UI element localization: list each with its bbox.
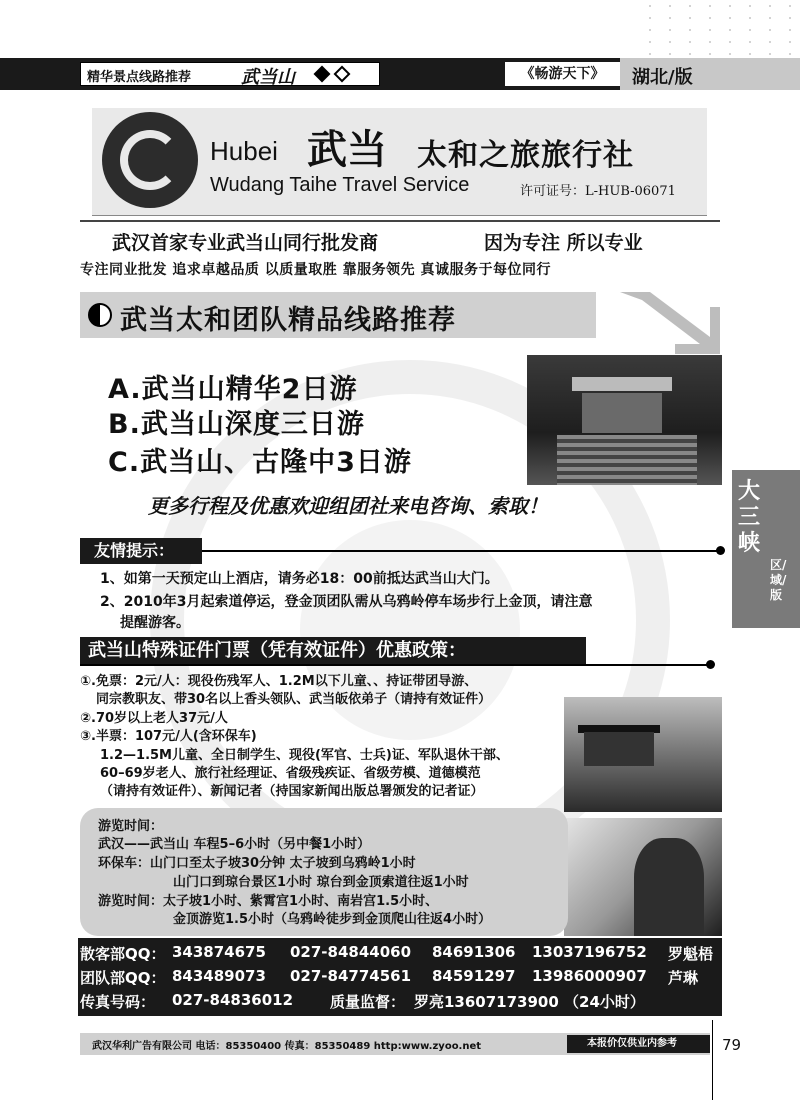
region-side-tab bbox=[732, 470, 800, 628]
arrow-down-right-icon bbox=[620, 292, 720, 354]
edition-tag bbox=[620, 58, 800, 90]
contact-label: 散客部QQ： bbox=[80, 945, 166, 963]
contact-block bbox=[78, 938, 722, 1016]
tour-time-line: 环保车：山门口至太子坡30分钟 太子坡到乌鸦岭1小时 bbox=[98, 856, 416, 871]
footer-note: 本报价仅供业内参考 bbox=[567, 1035, 710, 1053]
header-bar bbox=[0, 58, 800, 90]
region-sub: 区/域/版 bbox=[770, 558, 787, 602]
slogan-sub: 专注同业批发 追求卓越品质 以质量取胜 靠服务领先 真诚服务于每位同行 bbox=[80, 262, 551, 278]
tour-time-line: 游览时间：太子坡1小时、紫霄宫1小时、南岩宫1.5小时、 bbox=[98, 894, 439, 909]
tip-item: 1、如第一天预定山上酒店，请务必18：00前抵达武当山大门。 bbox=[100, 571, 499, 587]
contact-qq: 343874675 bbox=[172, 943, 266, 961]
route-item: C.武当山、古隆中3日游 bbox=[108, 447, 412, 478]
edition-label: 湖北/版 bbox=[632, 67, 693, 88]
agency-name: 太和之旅旅行社 bbox=[417, 138, 634, 173]
policy-line: 60–69岁老人、旅行社经理证、省级残疾证、省级劳模、道德模范 bbox=[100, 766, 481, 781]
region-title: 大三峡 bbox=[738, 478, 761, 556]
slogan-main: 武汉首家专业武当山同行批发商 bbox=[112, 232, 379, 254]
footer-bar bbox=[80, 1033, 710, 1055]
tour-time-line: 金顶游览1.5小时（乌鸦岭徒步到金顶爬山往返4小时） bbox=[173, 912, 492, 927]
contact-name: 芦琳 bbox=[668, 969, 699, 987]
contact-mobile: 13986000907 bbox=[532, 967, 647, 985]
page-divider bbox=[712, 1020, 713, 1100]
contact-tel: 027-84774561 bbox=[290, 967, 412, 985]
watermark-core bbox=[300, 520, 520, 740]
route-item: A.武当山精华2日游 bbox=[108, 374, 358, 405]
page-number: 79 bbox=[722, 1036, 742, 1054]
section-tag-label: 精华景点线路推荐 bbox=[87, 70, 192, 85]
logo-hubei: Hubei bbox=[210, 136, 278, 166]
contact-tel: 027-84844060 bbox=[290, 943, 412, 961]
temple-building bbox=[584, 732, 654, 766]
contact-label: 团队部QQ： bbox=[80, 969, 166, 987]
tour-time-line: 山门口到琼台景区1小时 琼台到金顶索道往返1小时 bbox=[173, 875, 469, 890]
contact-qq: 843489073 bbox=[172, 967, 266, 985]
section-title: 武当太和团队精品线路推荐 bbox=[120, 305, 456, 336]
emblem-swirl-icon bbox=[120, 130, 180, 190]
diamond-icon bbox=[314, 66, 331, 83]
rule-dot-icon bbox=[706, 660, 715, 669]
cliff-photo bbox=[564, 818, 722, 936]
divider bbox=[80, 220, 720, 222]
policy-title: 武当山特殊证件门票（凭有效证件）优惠政策： bbox=[80, 637, 586, 665]
yin-yang-icon bbox=[88, 303, 112, 327]
rule-dot-icon bbox=[716, 546, 725, 555]
agency-english-name: Wudang Taihe Travel Service bbox=[210, 174, 470, 196]
policy-rule bbox=[80, 664, 710, 666]
footer-company: 武汉华利广告有限公司 电话：85350400 传真：85350489 http:www.zyoo.net bbox=[92, 1041, 482, 1052]
policy-line: ③.半票：107元/人(含环保车) bbox=[80, 729, 257, 744]
fax-number: 027-84836012 bbox=[172, 991, 294, 1009]
temple-hall bbox=[582, 393, 662, 433]
mountain-temple-photo bbox=[564, 697, 722, 812]
slogan-motto: 因为专注 所以专业 bbox=[484, 232, 643, 254]
temple-roof bbox=[572, 377, 672, 391]
contact-mobile: 13037196752 bbox=[532, 943, 647, 961]
tips-rule bbox=[202, 550, 720, 552]
promo-text: 更多行程及优惠欢迎组团社来电咨询、索取！ bbox=[148, 494, 548, 518]
cliff-rock bbox=[634, 838, 704, 936]
temple-photo bbox=[527, 355, 722, 485]
diamond-outline-icon bbox=[334, 66, 351, 83]
agency-logo-banner bbox=[92, 108, 707, 216]
policy-line: ①.免票：2元/人：现役伤残军人、1.2M以下儿童、、持证带团导游、 bbox=[80, 674, 478, 689]
policy-line: 同宗教职友、带30名以上香头领队、武当皈依弟子（请持有效证件） bbox=[96, 692, 492, 707]
dot-pattern bbox=[640, 0, 800, 56]
tip-item: 提醒游客。 bbox=[120, 615, 190, 631]
contact-name: 罗魁梧 bbox=[668, 945, 714, 963]
temple-stairs bbox=[557, 435, 697, 485]
policy-line: ②.70岁以上老人37元/人 bbox=[80, 711, 228, 726]
fax-label: 传真号码： bbox=[80, 993, 156, 1011]
policy-line: （请持有效证件）、新闻记者（持国家新闻出版总署颁发的记者证） bbox=[100, 784, 484, 799]
policy-line: 1.2—1.5M儿童、全日制学生、现役(军官、士兵)证、军队退休干部、 bbox=[100, 748, 509, 763]
contact-tel: 84591297 bbox=[432, 967, 516, 985]
contact-tel: 84691306 bbox=[432, 943, 516, 961]
column-name: 《畅游天下》 bbox=[505, 62, 620, 86]
logo-wudang-calligraphy: 武当 bbox=[307, 126, 387, 173]
tip-item: 2、2010年3月起索道停运，登金顶团队需从乌鸦岭停车场步行上金顶，请注意 bbox=[100, 594, 593, 610]
supervise-contact: 罗亮13607173900 （24小时） bbox=[414, 993, 645, 1011]
license-number: 许可证号：L-HUB-06071 bbox=[520, 184, 676, 199]
section-tag bbox=[80, 62, 380, 86]
supervise-label: 质量监督： bbox=[330, 993, 406, 1011]
tour-time-line: 武汉——武当山 车程5–6小时（另中餐1小时） bbox=[98, 837, 371, 852]
section-title-bar bbox=[80, 292, 596, 338]
tour-time-title: 游览时间： bbox=[98, 819, 164, 834]
destination-label: 武当山 bbox=[241, 67, 295, 88]
route-item: B.武当山深度三日游 bbox=[108, 409, 365, 440]
tips-label: 友情提示： bbox=[80, 538, 202, 564]
